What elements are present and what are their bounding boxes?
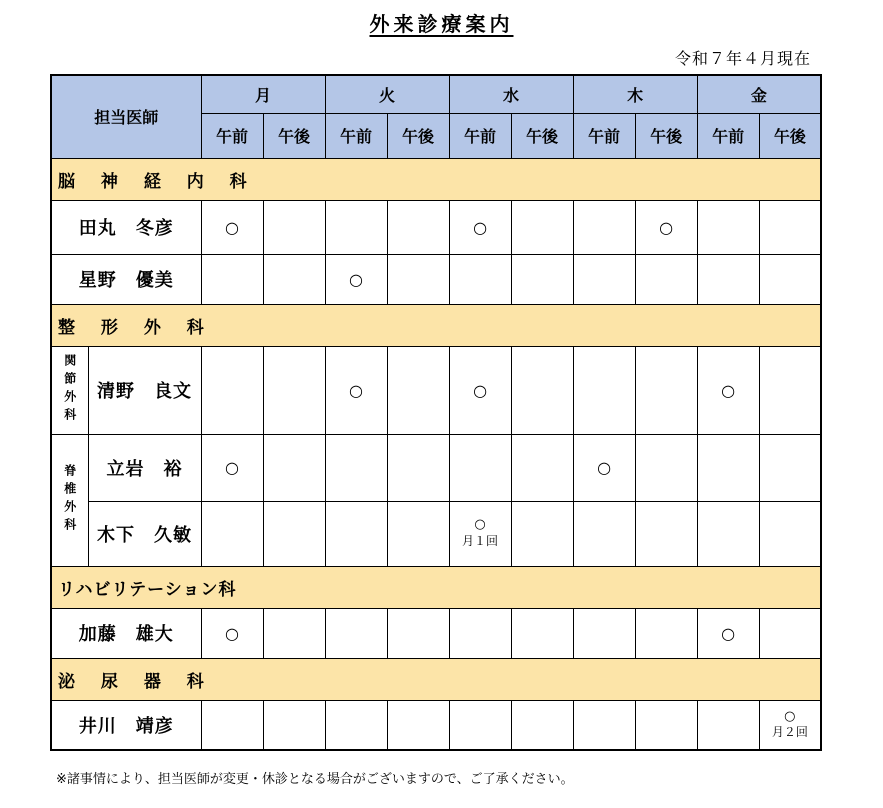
schedule-cell bbox=[511, 254, 573, 304]
schedule-cell bbox=[759, 346, 821, 434]
schedule-cell bbox=[449, 434, 511, 501]
schedule-cell bbox=[697, 200, 759, 254]
schedule-cell bbox=[201, 501, 263, 566]
schedule-cell bbox=[325, 608, 387, 658]
department-row bbox=[51, 158, 821, 200]
frequency-note: 月２回 bbox=[771, 725, 808, 740]
doctor-name: 星野 優美 bbox=[51, 254, 201, 304]
schedule-cell bbox=[449, 200, 511, 254]
schedule-cell bbox=[325, 700, 387, 750]
schedule-cell bbox=[325, 346, 387, 434]
schedule-table bbox=[50, 74, 822, 751]
header-day: 水 bbox=[449, 75, 573, 113]
available-mark: ○ bbox=[784, 708, 796, 724]
header-pm: 午後 bbox=[263, 113, 325, 158]
doctor-name: 木下 久敏 bbox=[88, 501, 201, 566]
page-title bbox=[0, 8, 883, 37]
department-row bbox=[51, 566, 821, 608]
page-title-text: 外来診療案内 bbox=[369, 12, 514, 36]
schedule-cell bbox=[759, 200, 821, 254]
schedule-cell bbox=[449, 700, 511, 750]
schedule-cell bbox=[635, 434, 697, 501]
schedule-cell bbox=[387, 434, 449, 501]
schedule-cell bbox=[573, 254, 635, 304]
header-pm: 午後 bbox=[635, 113, 697, 158]
schedule-cell bbox=[263, 501, 325, 566]
header-pm: 午後 bbox=[511, 113, 573, 158]
schedule-cell bbox=[635, 200, 697, 254]
schedule-cell bbox=[573, 346, 635, 434]
schedule-cell bbox=[325, 434, 387, 501]
header-day: 木 bbox=[573, 75, 697, 113]
schedule-cell bbox=[635, 608, 697, 658]
schedule-cell bbox=[697, 700, 759, 750]
schedule-cell bbox=[573, 501, 635, 566]
schedule-cell bbox=[449, 254, 511, 304]
schedule-cell bbox=[759, 700, 821, 750]
schedule-cell bbox=[449, 608, 511, 658]
subspecialty-text: 関節外科 bbox=[62, 354, 77, 426]
department-name: 脳 神 経 内 科 bbox=[51, 158, 821, 200]
schedule-cell bbox=[449, 346, 511, 434]
header-doctor: 担当医師 bbox=[51, 75, 201, 158]
schedule-cell bbox=[387, 200, 449, 254]
doctor-row bbox=[51, 346, 821, 434]
schedule-cell bbox=[573, 608, 635, 658]
schedule-cell bbox=[387, 501, 449, 566]
department-row bbox=[51, 304, 821, 346]
as-of-date: 令和７年４月現在 bbox=[674, 49, 811, 68]
available-mark: ○ bbox=[473, 217, 488, 237]
header-day: 月 bbox=[201, 75, 325, 113]
doctor-row bbox=[51, 200, 821, 254]
schedule-cell bbox=[449, 501, 511, 566]
department-row bbox=[51, 658, 821, 700]
schedule-cell bbox=[201, 434, 263, 501]
schedule-cell bbox=[697, 434, 759, 501]
schedule-cell bbox=[759, 434, 821, 501]
available-mark: ○ bbox=[349, 380, 364, 400]
schedule-cell bbox=[759, 501, 821, 566]
available-mark: ○ bbox=[721, 380, 736, 400]
doctor-name: 加藤 雄大 bbox=[51, 608, 201, 658]
header-am: 午前 bbox=[573, 113, 635, 158]
header-day: 火 bbox=[325, 75, 449, 113]
subspecialty-label bbox=[51, 346, 88, 434]
available-mark: ○ bbox=[349, 269, 364, 289]
doctor-name: 清野 良文 bbox=[88, 346, 201, 434]
header-day: 金 bbox=[697, 75, 821, 113]
schedule-cell bbox=[635, 700, 697, 750]
header-am: 午前 bbox=[697, 113, 759, 158]
schedule-cell bbox=[573, 200, 635, 254]
schedule-cell bbox=[511, 434, 573, 501]
schedule-cell bbox=[511, 700, 573, 750]
frequency-note: 月１回 bbox=[462, 534, 499, 549]
doctor-row bbox=[51, 700, 821, 750]
schedule-cell bbox=[573, 434, 635, 501]
schedule-cell bbox=[263, 700, 325, 750]
schedule-cell bbox=[697, 501, 759, 566]
footnote: ※諸事情により、担当医師が変更・休診となる場合がございますので、ご了承ください。 bbox=[56, 772, 574, 787]
schedule-cell bbox=[263, 608, 325, 658]
schedule-cell bbox=[201, 700, 263, 750]
schedule-cell bbox=[325, 254, 387, 304]
schedule-cell bbox=[201, 200, 263, 254]
header-am: 午前 bbox=[325, 113, 387, 158]
schedule-cell bbox=[511, 608, 573, 658]
schedule-cell bbox=[573, 700, 635, 750]
schedule-cell bbox=[387, 346, 449, 434]
schedule-cell bbox=[635, 346, 697, 434]
schedule-cell bbox=[325, 200, 387, 254]
schedule-cell bbox=[697, 608, 759, 658]
header-row-days bbox=[51, 75, 821, 113]
schedule-cell bbox=[201, 254, 263, 304]
schedule-cell bbox=[635, 501, 697, 566]
schedule-cell bbox=[201, 346, 263, 434]
schedule-cell bbox=[387, 608, 449, 658]
subspecialty-label bbox=[51, 434, 88, 566]
header-am: 午前 bbox=[449, 113, 511, 158]
header-am: 午前 bbox=[201, 113, 263, 158]
schedule-cell bbox=[511, 346, 573, 434]
doctor-row bbox=[51, 254, 821, 304]
available-mark: ○ bbox=[597, 458, 612, 477]
available-mark: ○ bbox=[473, 380, 488, 400]
schedule-cell bbox=[511, 501, 573, 566]
schedule-cell bbox=[263, 434, 325, 501]
schedule-cell bbox=[387, 700, 449, 750]
schedule-cell bbox=[511, 200, 573, 254]
schedule-cell bbox=[263, 200, 325, 254]
header-pm: 午後 bbox=[387, 113, 449, 158]
schedule-cell bbox=[387, 254, 449, 304]
doctor-name: 立岩 裕 bbox=[88, 434, 201, 501]
available-mark: ○ bbox=[659, 217, 674, 237]
schedule-cell bbox=[263, 346, 325, 434]
department-name: 泌 尿 器 科 bbox=[51, 658, 821, 700]
doctor-name: 井川 靖彦 bbox=[51, 700, 201, 750]
available-mark: ○ bbox=[225, 623, 239, 643]
doctor-row bbox=[51, 608, 821, 658]
schedule-cell bbox=[635, 254, 697, 304]
doctor-name: 田丸 冬彦 bbox=[51, 200, 201, 254]
schedule-cell bbox=[759, 254, 821, 304]
mark-with-note bbox=[450, 517, 511, 549]
schedule-cell bbox=[325, 501, 387, 566]
available-mark: ○ bbox=[721, 623, 736, 643]
schedule-cell bbox=[263, 254, 325, 304]
available-mark: ○ bbox=[474, 517, 486, 533]
schedule-cell bbox=[697, 346, 759, 434]
doctor-row bbox=[51, 501, 821, 566]
doctor-row bbox=[51, 434, 821, 501]
available-mark: ○ bbox=[225, 217, 239, 237]
schedule-cell bbox=[759, 608, 821, 658]
schedule-cell bbox=[201, 608, 263, 658]
schedule-cell bbox=[697, 254, 759, 304]
department-name: リハビリテーション科 bbox=[51, 566, 821, 608]
header-pm: 午後 bbox=[759, 113, 821, 158]
department-name: 整 形 外 科 bbox=[51, 304, 821, 346]
available-mark: ○ bbox=[225, 458, 239, 477]
mark-with-note bbox=[760, 709, 821, 741]
subspecialty-text: 脊椎外科 bbox=[62, 464, 77, 536]
